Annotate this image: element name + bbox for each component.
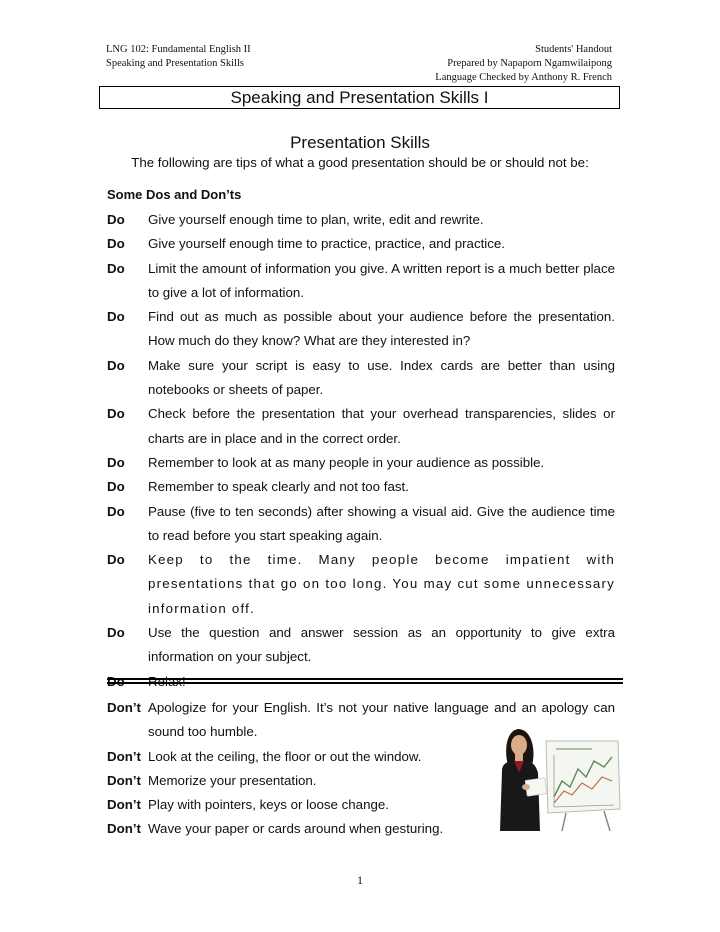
dont-tag: Don’t [107, 700, 141, 715]
do-tag: Do [107, 260, 125, 276]
do-tag: Do [107, 625, 125, 641]
do-text: Limit the amount of information you give. A written report is a much better place to give a lot of information. [148, 260, 615, 300]
dont-text: Memorize your presentation. [148, 772, 317, 788]
do-text: Give yourself enough time to plan, write, edit and rewrite. [148, 212, 484, 227]
dont-text: Look at the ceiling, the floor or out the window. [148, 748, 422, 764]
dont-tag: Don’t [107, 772, 141, 788]
do-tag: Do [107, 406, 125, 422]
do-text: Relax! [148, 673, 186, 689]
do-tag: Do [107, 309, 125, 325]
do-text: Find out as much as possible about your audience before the presentation. How much do they know? What are they interested in? [148, 309, 615, 349]
do-text: Use the question and answer session as an opportunity to give extra information on your subject. [148, 625, 615, 665]
presenter-illustration [496, 721, 621, 831]
dont-text: Wave your paper or cards around when gesturing. [148, 821, 444, 837]
page-number: 1 [357, 873, 363, 887]
flip-chart [546, 741, 620, 831]
do-text: Make sure your script is easy to use. Index cards are better than using notebooks or sheets of paper. [148, 357, 615, 398]
do-tag: Do [107, 503, 125, 519]
do-item [107, 208, 615, 232]
do-item [107, 475, 615, 499]
dont-tag: Don’t [107, 797, 141, 813]
do-text: Give yourself enough time to practice, practice, and practice. [148, 236, 505, 252]
course-title: LNG 102: Fundamental English II [106, 44, 251, 55]
double-divider [107, 678, 623, 684]
do-item [107, 402, 615, 451]
do-item [107, 305, 615, 354]
do-text: Remember to speak clearly and not too fast. [148, 479, 409, 495]
language-checked-by: Language Checked by Anthony R. French [435, 72, 612, 83]
do-tag: Do [107, 236, 125, 252]
do-tag: Do [107, 212, 125, 227]
do-item [107, 232, 615, 256]
do-text: Check before the presentation that your overhead transparencies, slides or charts are in place and in the correct order. [148, 406, 615, 446]
dont-tag: Don’t [107, 821, 141, 837]
do-tag: Do [107, 454, 125, 470]
do-tag: Do [107, 673, 125, 689]
presenter-figure [500, 729, 547, 831]
do-item [107, 548, 615, 621]
do-text: Keep to the time. Many people become impatient with presentations that go on too long. You may cut some unnecessary information off. [148, 552, 615, 616]
do-text: Remember to look at as many people in your audience as possible. [148, 454, 545, 470]
handout-label: Students' Handout [535, 44, 612, 55]
dont-text: Play with pointers, keys or loose change. [148, 797, 389, 813]
do-tag: Do [107, 552, 125, 568]
dos-list [107, 208, 615, 694]
do-item [107, 354, 615, 403]
page-title: Speaking and Presentation Skills I [99, 86, 620, 109]
course-subtitle: Speaking and Presentation Skills [106, 58, 244, 69]
do-item [107, 451, 615, 475]
dont-text: Apologize for your English. It’s not your native language and an apology can sound too humble. [148, 700, 615, 740]
do-tag: Do [107, 357, 125, 373]
dos-donts-heading: Some Dos and Don’ts [107, 187, 242, 202]
section-title: Presentation Skills [290, 133, 430, 152]
header-right [435, 43, 612, 85]
intro-text: The following are tips of what a good presentation should be or should not be: [131, 155, 589, 170]
dont-tag: Don’t [107, 748, 141, 764]
do-text: Pause (five to ten seconds) after showing a visual aid. Give the audience time to read before you start speaking again. [148, 503, 615, 543]
do-item [107, 500, 615, 549]
prepared-by: Prepared by Napaporn Ngamwilaipong [447, 58, 612, 69]
do-item [107, 621, 615, 670]
do-item [107, 257, 615, 306]
do-tag: Do [107, 479, 125, 495]
header-left [106, 43, 251, 71]
